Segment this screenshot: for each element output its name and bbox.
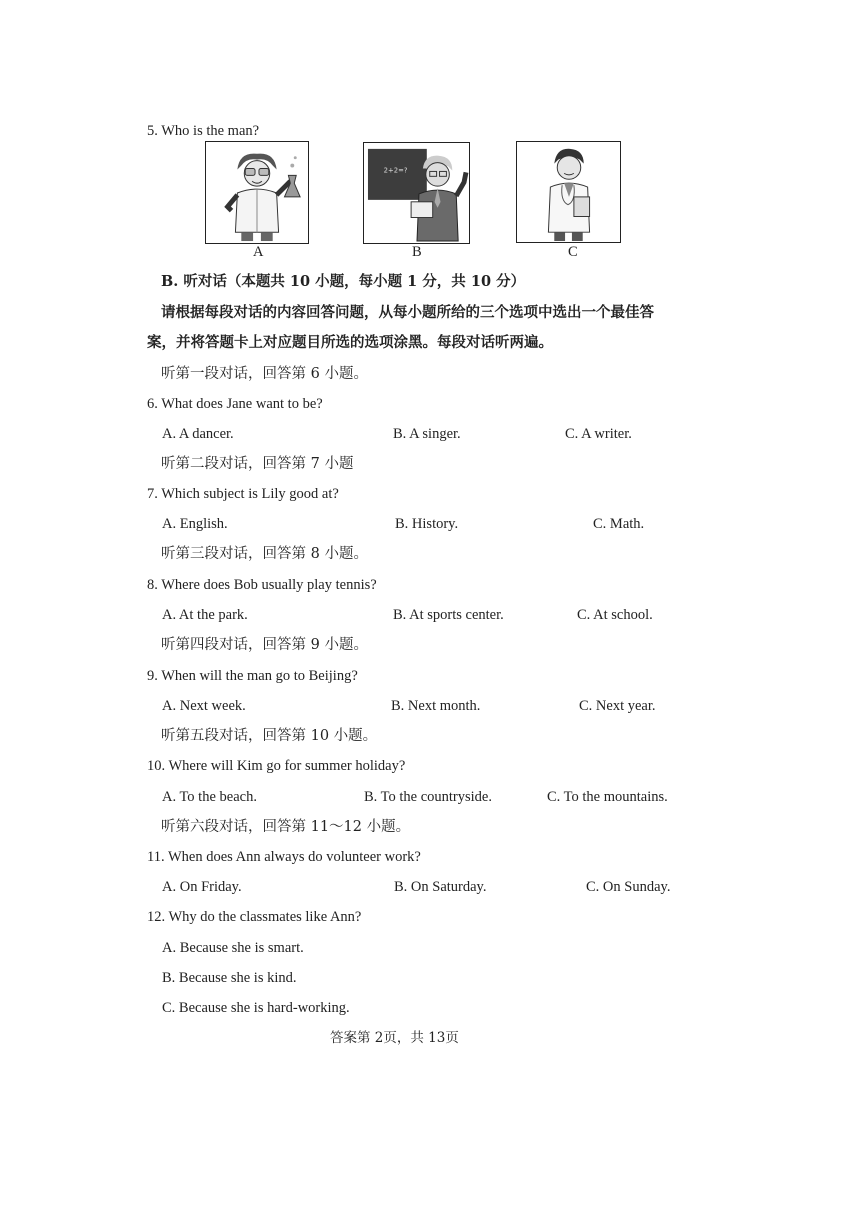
question-9: 9. When will the man go to Beijing? [147, 668, 358, 684]
option-c: C. Math. [593, 516, 645, 532]
option-a: A. Next week. [162, 698, 246, 714]
option-a: A. On Friday. [162, 879, 242, 895]
option-c: C. At school. [577, 607, 653, 623]
section-b-heading: B. 听对话（本题共 10 小题，每小题 1 分，共 10 分） [161, 273, 526, 290]
option-c: C. Next year. [579, 698, 656, 714]
option-a: A. To the beach. [162, 789, 257, 805]
option-c: C. To the mountains. [547, 789, 668, 805]
question-5: 5. Who is the man? [147, 123, 260, 139]
group-intro: 听第六段对话，回答第 11～12 小题。 [161, 819, 411, 835]
picture-c [516, 141, 621, 243]
picture-b [363, 142, 470, 244]
group-intro: 听第五段对话，回答第 10 小题。 [161, 728, 378, 744]
option-c: C. A writer. [565, 426, 632, 442]
question-7: 7. Which subject is Lily good at? [147, 486, 339, 502]
question-10: 10. Where will Kim go for summer holiday? [147, 758, 406, 774]
option-b: B. Next month. [391, 698, 481, 714]
option-c: C. Because she is hard-working. [162, 1000, 350, 1016]
picture-a-label: A [253, 244, 264, 260]
picture-c-label: C [568, 244, 578, 260]
option-b: B. A singer. [393, 426, 461, 442]
group-intro: 听第三段对话，回答第 8 小题。 [161, 546, 368, 562]
option-a: A. English. [162, 516, 228, 532]
option-a: A. At the park. [162, 607, 248, 623]
question-12: 12. Why do the classmates like Ann? [147, 909, 362, 925]
teacher-icon [364, 143, 469, 243]
group-intro: 听第四段对话，回答第 9 小题。 [161, 637, 368, 653]
picture-b-label: B [412, 244, 422, 260]
option-b: B. At sports center. [393, 607, 504, 623]
option-b: B. History. [395, 516, 459, 532]
board-text: 2+2=? [383, 166, 408, 175]
section-b-instruction-2: 案，并将答题卡上对应题目所选的选项涂黑。每段对话听两遍。 [147, 334, 553, 351]
scientist-icon [206, 142, 308, 243]
question-11: 11. When does Ann always do volunteer work? [147, 849, 421, 865]
doctor-icon [517, 142, 620, 242]
question-6: 6. What does Jane want to be? [147, 396, 323, 412]
question-8: 8. Where does Bob usually play tennis? [147, 577, 377, 593]
option-b: B. On Saturday. [394, 879, 487, 895]
option-c: C. On Sunday. [586, 879, 671, 895]
option-a: A. A dancer. [162, 426, 234, 442]
option-a: A. Because she is smart. [162, 940, 304, 956]
picture-a [205, 141, 309, 244]
section-b-instruction-1: 请根据每段对话的内容回答问题，从每小题所给的三个选项中选出一个最佳答 [161, 304, 654, 321]
group-intro: 听第一段对话，回答第 6 小题。 [161, 366, 368, 382]
page-footer: 答案第 2页，共 13页 [330, 1030, 459, 1046]
group-intro: 听第二段对话，回答第 7 小题 [161, 456, 354, 472]
option-b: B. To the countryside. [364, 789, 492, 805]
option-b: B. Because she is kind. [162, 970, 297, 986]
